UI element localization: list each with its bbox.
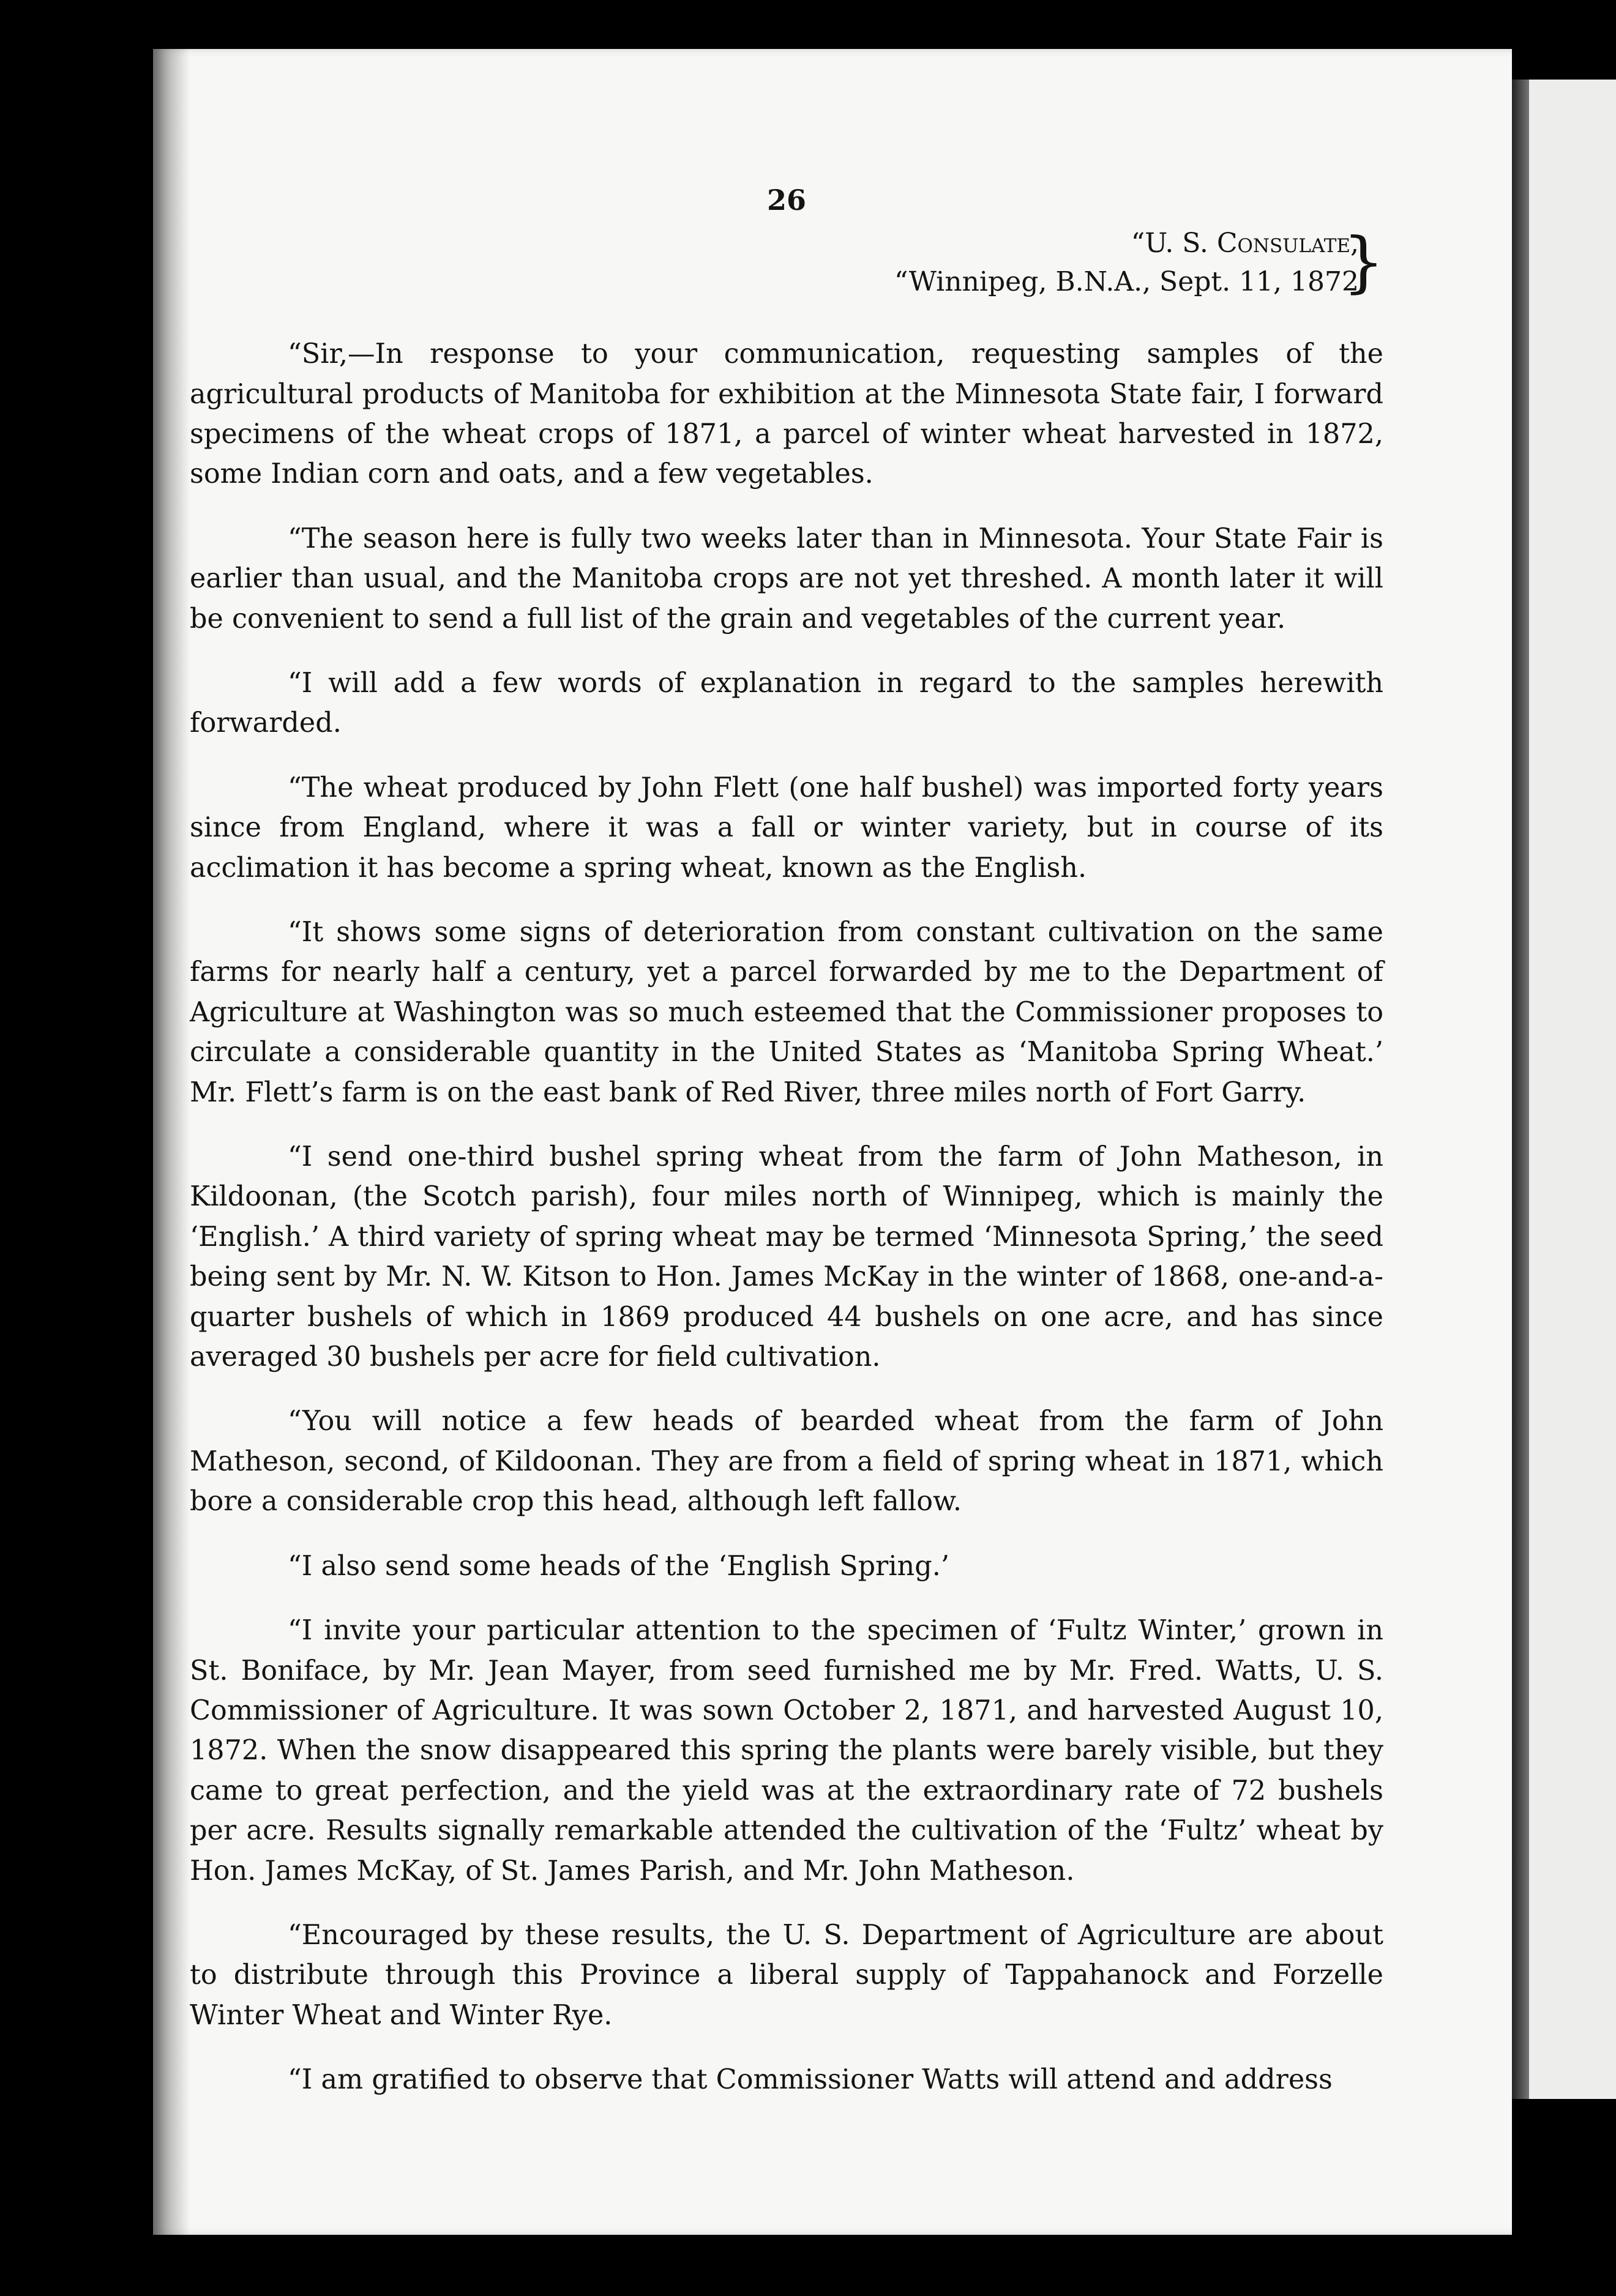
paragraph: “The season here is fully two weeks later than in Minnesota. Your State Fair is earlier than usual, and the Manitoba crops are not yet threshed. A month later it will be convenient to send a full list of the grain and vegetables of the current year. — [190, 523, 1383, 635]
paragraph: “I am gratified to observe that Commissioner Watts will attend and address — [288, 2064, 1333, 2096]
paragraph: “I invite your particular attention to the specimen of ‘Fultz Winter,’ grown in St. Boniface, by Mr. Jean Mayer, from seed furnished me by Mr. Fred. Watts, U. S. Commissioner of Agriculture. It was sown October 2, 1871, and harvested August 10, 1872. When the snow disappeared this spring the plants were barely visible, but they came to great perfection, and the yield was at the extraordinary rate of 72 bushels per acre. Results signally remarkable attended the cultivation of the ‘Fultz’ wheat by Hon. James McKay, of St. James Parish, and Mr. John Matheson. — [190, 1615, 1383, 1887]
paragraph: “Sir,—In response to your communication, requesting samples of the agricultural products of Manitoba for exhibition at the Minnesota State fair, I forward specimens of the wheat crops of 1871, a parcel of winter wheat harvested in 1872, some Indian corn and oats, and a few vegetables. — [190, 338, 1383, 490]
adjacent-page-edge — [1512, 80, 1529, 2099]
dateline-place-date: “Winnipeg, B.N.A., Sept. 11, 1872 — [894, 266, 1359, 297]
paragraph: “I will add a few words of explanation in regard to the samples herewith forwarded. — [190, 667, 1383, 739]
paragraph: “I also send some heads of the ‘English Spring.’ — [288, 1550, 949, 1582]
paragraph: “I send one-third bushel spring wheat from the farm of John Matheson, in Kildoonan, (the Scotch parish), four miles north of Winnipeg, which is mainly the ‘English.’ A third variety of spring wheat may be termed ‘Minnesota Spring,’ the seed being sent by Mr. N. W. Kitson to Hon. James McKay in the winter of 1868, one-and-a-quarter bushels of which in 1869 produced 44 bushels on one acre, and has since averaged 30 bushels per acre for field cultivation. — [190, 1141, 1383, 1373]
dateline-brace: } — [1342, 224, 1385, 301]
page-gutter-shadow — [153, 49, 190, 2235]
paragraph: “The wheat produced by John Flett (one half bushel) was imported forty years since from England, where it was a fall or winter variety, but in course of its acclimation it has become a spring wheat, known as the English. — [190, 772, 1383, 884]
paragraph: “Encouraged by these results, the U. S. Department of Agriculture are about to distribute through this Province a liberal supply of Tappahanock and Forzelle Winter Wheat and Winter Rye. — [190, 1919, 1383, 2031]
letter-dateline — [190, 224, 1385, 301]
paragraph: “It shows some signs of deterioration from constant cultivation on the same farms for nearly half a century, yet a parcel forwarded by me to the Department of Agriculture at Washington was so much esteemed that the Commissioner proposes to circulate a considerable quantity in the United States as ‘Manitoba Spring Wheat.’ Mr. Flett’s farm is on the east bank of Red River, three miles north of Fort Garry. — [190, 917, 1383, 1108]
page-number: 26 — [766, 184, 806, 217]
paragraph: “You will notice a few heads of bearded wheat from the farm of John Matheson, second, of Kildoonan. They are from a field of spring wheat in 1871, which bore a considerable crop this head, although left fallow. — [190, 1406, 1383, 1518]
page-content — [190, 184, 1383, 2100]
dateline-consulate: “U. S. Consulate, — [1131, 228, 1359, 259]
